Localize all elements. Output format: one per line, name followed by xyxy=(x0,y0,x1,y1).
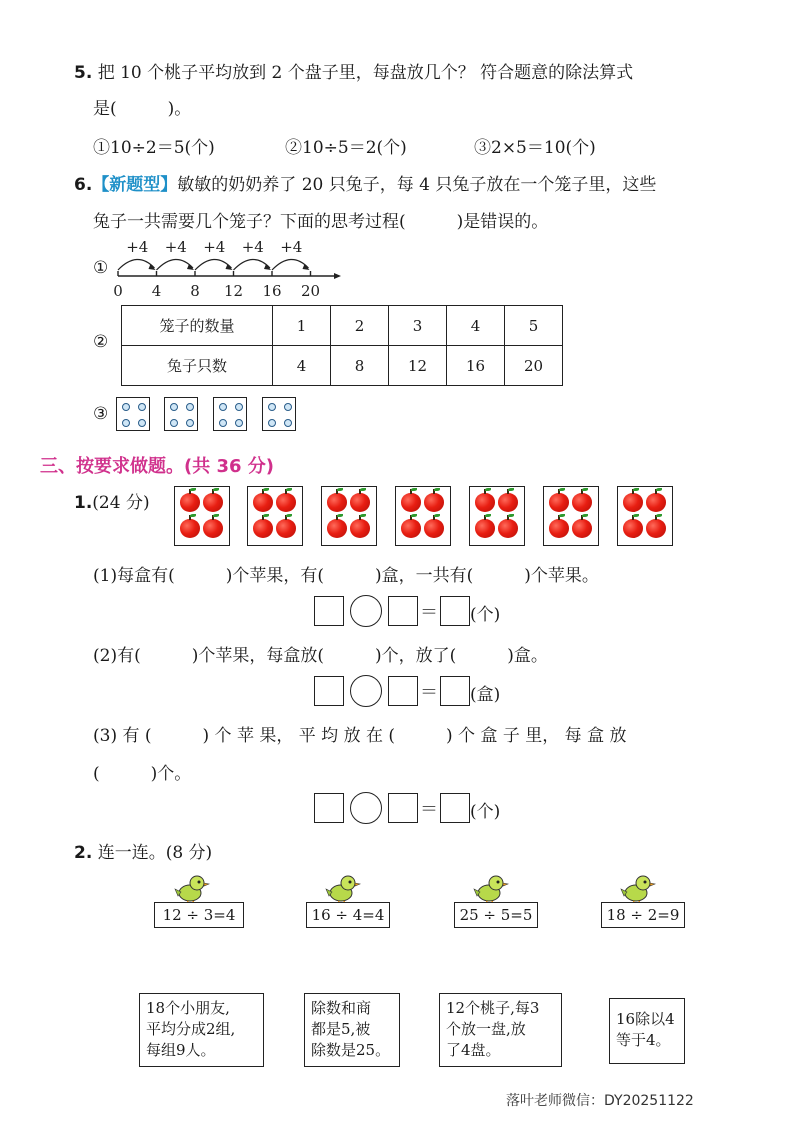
apple-box xyxy=(543,486,599,546)
answer-box[interactable] xyxy=(314,596,344,626)
dice-icon xyxy=(164,397,198,431)
cage-count-label: 笼子的数量 xyxy=(122,306,273,346)
dice-pip xyxy=(235,403,243,411)
p2-title: 连一连。(8 分) xyxy=(97,843,213,863)
description-box-1[interactable]: 18个小朋友, 平均分成2组, 每组9人。 xyxy=(139,993,264,1067)
apple-icon xyxy=(350,519,370,538)
dice-pip xyxy=(219,403,227,411)
dice-pip xyxy=(122,403,130,411)
method-1-marker: ① xyxy=(93,258,109,278)
equals-sign: ＝ xyxy=(420,602,438,623)
table-cell: 5 xyxy=(505,306,563,346)
apple-icon xyxy=(401,493,421,512)
jump-label: +4 xyxy=(241,238,264,256)
p2-heading xyxy=(74,838,212,863)
q5-option-2: ②10÷5＝2(个) xyxy=(285,138,407,158)
section-3-title: 三、按要求做题。(共 36 分) xyxy=(40,456,275,477)
apple-box xyxy=(321,486,377,546)
apple-box xyxy=(395,486,451,546)
apple-icon xyxy=(276,493,296,512)
apple-icon xyxy=(424,493,444,512)
answer-box[interactable] xyxy=(314,676,344,706)
apple-icon xyxy=(350,493,370,512)
expression-box-2[interactable]: 16 ÷ 4=4 xyxy=(306,902,390,928)
p1-number: 1. xyxy=(74,493,93,513)
q6-stem: 敏敏的奶奶养了 20 只兔子，每 4 只兔子放在一个笼子里，这些 xyxy=(177,175,657,195)
p1-sub1: (1)每盒有( )个苹果，有( )盒，一共有( )个苹果。 xyxy=(93,566,599,586)
dice-icon xyxy=(116,397,150,431)
jump-label: +4 xyxy=(280,238,303,256)
dice-pip xyxy=(186,403,194,411)
apple-icon xyxy=(276,519,296,538)
operator-circle[interactable] xyxy=(350,675,382,707)
q5-line2: 是( )。 xyxy=(93,99,192,119)
apple-icon xyxy=(253,519,273,538)
unit-label: (个) xyxy=(470,605,501,625)
dice-pip xyxy=(284,419,292,427)
apple-icon xyxy=(203,493,223,512)
answer-box[interactable] xyxy=(440,793,470,823)
apple-icon xyxy=(253,493,273,512)
table-cell: 20 xyxy=(505,346,563,386)
dice-pip xyxy=(219,419,227,427)
apple-icon xyxy=(401,519,421,538)
apple-icon xyxy=(180,519,200,538)
table-cell: 2 xyxy=(331,306,389,346)
p1-score: (24 分) xyxy=(92,493,150,513)
dice-pip xyxy=(170,419,178,427)
operator-circle[interactable] xyxy=(350,595,382,627)
number-line xyxy=(112,236,342,300)
apple-icon xyxy=(549,519,569,538)
dice-pip xyxy=(235,419,243,427)
dice-icon xyxy=(262,397,296,431)
apple-box xyxy=(247,486,303,546)
p2-number: 2. xyxy=(74,843,93,863)
table-cell: 1 xyxy=(273,306,331,346)
apple-icon xyxy=(475,519,495,538)
answer-box[interactable] xyxy=(440,676,470,706)
q5-line1 xyxy=(74,58,633,83)
apple-box xyxy=(469,486,525,546)
q5-number: 5. xyxy=(74,63,93,83)
table-cell: 4 xyxy=(273,346,331,386)
bird-icon xyxy=(620,872,656,904)
q6-line1 xyxy=(74,170,656,195)
tick-label: 8 xyxy=(190,282,200,300)
expression-box-3[interactable]: 25 ÷ 5=5 xyxy=(454,902,538,928)
dice-pip xyxy=(170,403,178,411)
dice-pip xyxy=(268,419,276,427)
expression-box-4[interactable]: 18 ÷ 2=9 xyxy=(601,902,685,928)
p1-sub3-line1: (3) 有 ( ) 个 苹 果， 平 均 放 在 ( ) 个 盒 子 里， 每 盒 放 xyxy=(93,726,627,746)
apple-box xyxy=(174,486,230,546)
rabbit-count-label: 兔子只数 xyxy=(122,346,273,386)
q5-stem: 把 10 个桃子平均放到 2 个盘子里，每盘放几个？ 符合题意的除法算式 xyxy=(97,63,634,83)
apple-icon xyxy=(646,519,666,538)
dice-pip xyxy=(284,403,292,411)
equals-sign: ＝ xyxy=(420,682,438,703)
apple-icon xyxy=(572,519,592,538)
q5-option-3: ③2×5＝10(个) xyxy=(474,138,596,158)
tick-label: 20 xyxy=(300,282,321,300)
new-type-tag: 【新题型】 xyxy=(92,175,178,195)
table-row xyxy=(122,306,563,346)
footer-watermark: 落叶老师微信：DY20251122 xyxy=(506,1093,694,1109)
answer-box[interactable] xyxy=(314,793,344,823)
bird-icon xyxy=(325,872,361,904)
answer-box[interactable] xyxy=(388,596,418,626)
apple-icon xyxy=(549,493,569,512)
apple-icon xyxy=(498,519,518,538)
table-cell: 4 xyxy=(447,306,505,346)
apple-icon xyxy=(424,519,444,538)
dice-pip xyxy=(122,419,130,427)
dice-pip xyxy=(186,419,194,427)
equals-sign: ＝ xyxy=(420,799,438,820)
tick-label: 0 xyxy=(113,282,123,300)
apple-icon xyxy=(646,493,666,512)
tick-label: 16 xyxy=(262,282,282,300)
dice-pip xyxy=(268,403,276,411)
q5-option-1: ①10÷2＝5(个) xyxy=(93,138,215,158)
description-box-2[interactable]: 除数和商 都是5,被 除数是25。 xyxy=(304,993,400,1067)
table-cell: 12 xyxy=(389,346,447,386)
answer-box[interactable] xyxy=(388,676,418,706)
answer-box[interactable] xyxy=(388,793,418,823)
dice-pip xyxy=(138,403,146,411)
unit-label: (个) xyxy=(470,802,501,822)
axis-arrow-icon xyxy=(334,273,341,279)
apple-icon xyxy=(180,493,200,512)
description-box-3[interactable]: 12个桃子,每3 个放一盘,放 了4盘。 xyxy=(439,993,562,1067)
jump-label: +4 xyxy=(126,238,149,256)
q6-number: 6. xyxy=(74,175,93,195)
p1-heading xyxy=(74,488,150,513)
apple-icon xyxy=(623,519,643,538)
apple-icon xyxy=(203,519,223,538)
operator-circle[interactable] xyxy=(350,792,382,824)
dice-pip xyxy=(138,419,146,427)
apple-icon xyxy=(327,519,347,538)
jump-label: +4 xyxy=(164,238,187,256)
q6-line2: 兔子一共需要几个笼子？下面的思考过程( )是错误的。 xyxy=(93,212,549,232)
bird-icon xyxy=(473,872,509,904)
bird-icon xyxy=(174,872,210,904)
cage-table xyxy=(121,305,563,386)
method-2-marker: ② xyxy=(93,332,109,352)
jump-label: +4 xyxy=(203,238,226,256)
apple-icon xyxy=(572,493,592,512)
apple-icon xyxy=(327,493,347,512)
apple-icon xyxy=(498,493,518,512)
table-cell: 3 xyxy=(389,306,447,346)
table-cell: 8 xyxy=(331,346,389,386)
table-cell: 16 xyxy=(447,346,505,386)
tick-label: 4 xyxy=(151,282,162,300)
unit-label: (盒) xyxy=(470,685,501,705)
apple-icon xyxy=(475,493,495,512)
apple-box xyxy=(617,486,673,546)
expression-box-1[interactable]: 12 ÷ 3=4 xyxy=(154,902,244,928)
tick-label: 12 xyxy=(223,282,244,300)
answer-box[interactable] xyxy=(440,596,470,626)
apple-icon xyxy=(623,493,643,512)
table-row xyxy=(122,346,563,386)
description-box-4[interactable]: 16除以4 等于4。 xyxy=(609,998,685,1064)
p1-sub2: (2)有( )个苹果，每盒放( )个，放了( )盒。 xyxy=(93,646,548,666)
dice-icon xyxy=(213,397,247,431)
method-3-marker: ③ xyxy=(93,404,109,424)
p1-sub3-line2: ( )个。 xyxy=(93,764,192,784)
